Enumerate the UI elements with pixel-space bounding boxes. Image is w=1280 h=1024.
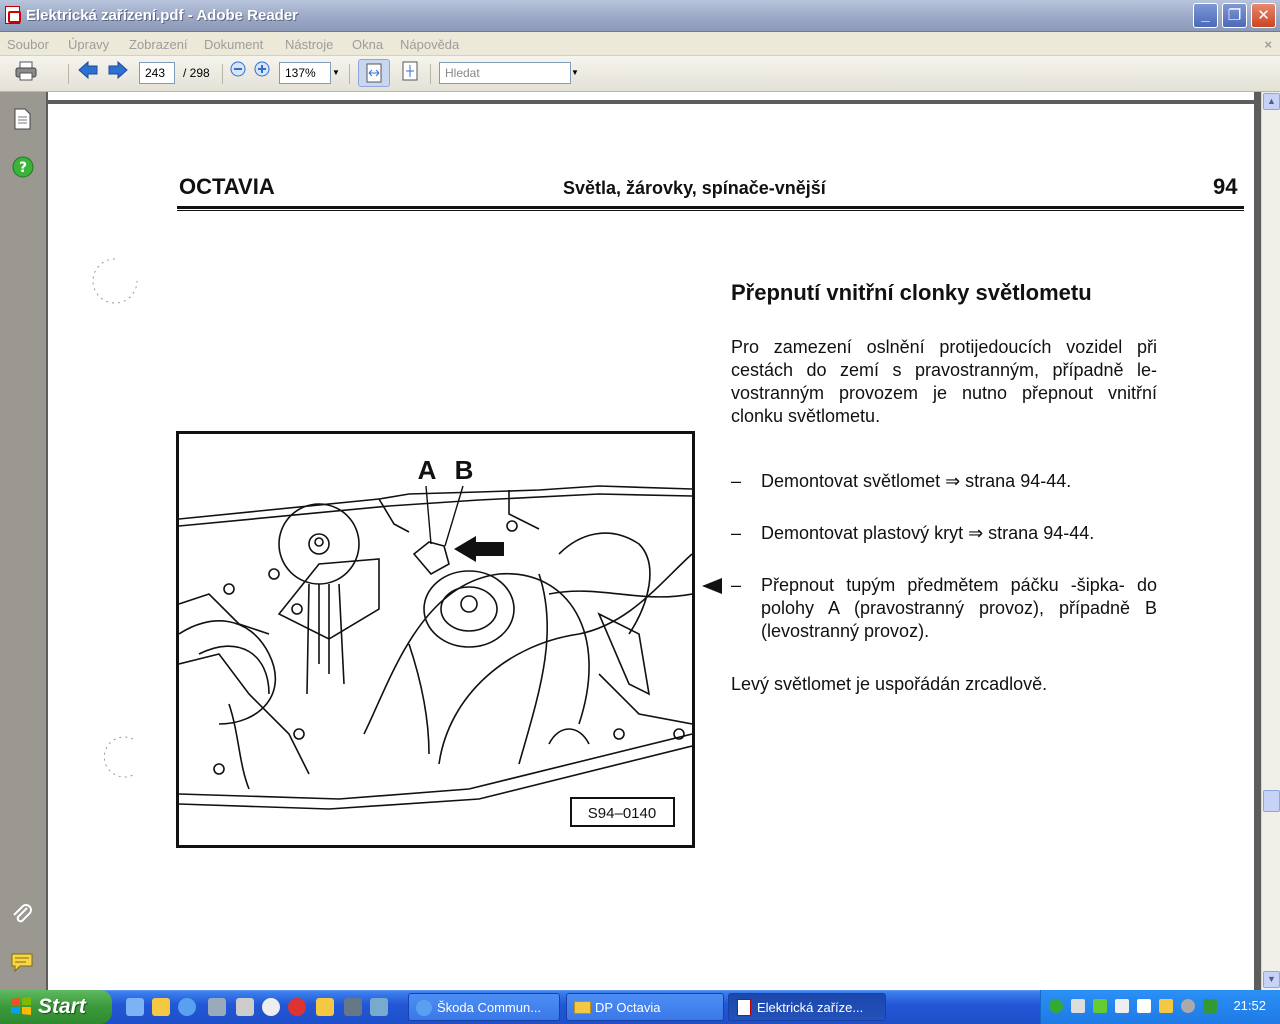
headlight-illustration bbox=[176, 431, 695, 848]
taskbar-item-adobe-reader[interactable]: Elektrická zaříze... bbox=[728, 993, 886, 1021]
quicklaunch-calc-icon[interactable] bbox=[236, 998, 254, 1016]
page-header-number: 94 bbox=[1213, 174, 1238, 199]
svg-text:?: ? bbox=[18, 160, 28, 176]
fit-page-icon[interactable] bbox=[398, 61, 422, 85]
quicklaunch-ie-icon[interactable] bbox=[178, 998, 196, 1016]
menu-soubor[interactable]: Soubor bbox=[7, 37, 49, 52]
tray-messenger-icon[interactable] bbox=[1093, 999, 1107, 1013]
comments-icon[interactable] bbox=[10, 952, 34, 979]
menu-upravy[interactable]: Úpravy bbox=[68, 37, 110, 52]
folder-icon bbox=[574, 1001, 591, 1014]
section-title: Přepnutí vnitřní clonky světlometu bbox=[731, 280, 1092, 305]
maximize-button[interactable]: ❐ bbox=[1222, 3, 1247, 28]
windows-logo-icon bbox=[10, 996, 32, 1016]
menu-okna[interactable]: Okna bbox=[352, 37, 384, 52]
print-icon[interactable] bbox=[14, 61, 38, 85]
minimize-button[interactable]: _ bbox=[1193, 3, 1218, 28]
vertical-scrollbar[interactable] bbox=[1261, 92, 1280, 990]
punch-hole-mark bbox=[90, 256, 140, 306]
mirror-note: Levý světlomet je uspořádán zrcadlově. bbox=[731, 674, 1048, 694]
previous-page-icon[interactable] bbox=[76, 61, 100, 85]
quicklaunch-folder-icon[interactable] bbox=[152, 998, 170, 1016]
step-text: Demontovat plastový kryt ⇒ strana 94-44. bbox=[761, 523, 1095, 543]
fit-width-icon[interactable] bbox=[358, 59, 390, 87]
zoom-out-icon[interactable] bbox=[226, 61, 250, 85]
zoom-dropdown-icon[interactable]: ▼ bbox=[332, 68, 340, 77]
page-header-chapter: Světla, žárovky, spínače-vnější bbox=[563, 178, 826, 198]
pdf-icon bbox=[737, 999, 751, 1016]
search-input[interactable]: Hledat bbox=[439, 62, 571, 84]
title-bar[interactable] bbox=[0, 0, 1280, 32]
scroll-up-button[interactable]: ▲ bbox=[1263, 93, 1280, 110]
toolbar bbox=[0, 56, 1280, 92]
zoom-in-icon[interactable] bbox=[250, 61, 274, 85]
pages-panel-icon[interactable] bbox=[12, 108, 32, 135]
page-number-input[interactable]: 243 bbox=[139, 62, 175, 84]
zoom-level-input[interactable]: 137% bbox=[279, 62, 331, 84]
next-page-icon[interactable] bbox=[106, 61, 130, 85]
search-dropdown-icon[interactable]: ▼ bbox=[571, 68, 579, 77]
quicklaunch-tool-icon[interactable] bbox=[208, 998, 226, 1016]
taskbar-item-skoda-community[interactable]: Škoda Commun... bbox=[408, 993, 560, 1021]
ie-icon bbox=[416, 1000, 432, 1016]
header-rule bbox=[177, 206, 1244, 209]
figure-pointer-arrow bbox=[702, 578, 722, 594]
menu-dokument[interactable]: Dokument bbox=[204, 37, 264, 52]
previous-page-edge bbox=[48, 92, 1254, 100]
menu-nastroje[interactable]: Nástroje bbox=[285, 37, 334, 52]
tray-document-icon[interactable] bbox=[1137, 999, 1151, 1013]
figure-label-b: B bbox=[454, 455, 474, 485]
tray-cursor-icon[interactable] bbox=[1115, 999, 1129, 1013]
help-icon[interactable] bbox=[12, 156, 34, 183]
start-button[interactable]: Start bbox=[0, 990, 112, 1024]
navigation-panel bbox=[0, 92, 46, 990]
tray-network-icon[interactable] bbox=[1049, 999, 1063, 1013]
quicklaunch-explorer-icon[interactable] bbox=[316, 998, 334, 1016]
window-title: Elektrická zařízení.pdf - Adobe Reader bbox=[26, 7, 299, 24]
step-text: Přepnout tupým předmětem páčku -šipka- do polohy A (pravostranný provoz), případně B (levostranný provoz). bbox=[761, 575, 1157, 641]
menu-napoveda[interactable]: Nápověda bbox=[400, 37, 460, 52]
headlight-drawing bbox=[179, 434, 692, 845]
scroll-thumb[interactable] bbox=[1263, 790, 1280, 812]
close-document-icon[interactable]: × bbox=[1264, 37, 1272, 52]
attachments-icon[interactable] bbox=[10, 902, 34, 931]
tray-app-icon[interactable] bbox=[1071, 999, 1085, 1013]
menu-zobrazeni[interactable]: Zobrazení bbox=[129, 37, 188, 52]
figure-label-a: A bbox=[417, 455, 437, 485]
menu-bar bbox=[0, 32, 1280, 56]
figure-code: S94–0140 bbox=[587, 805, 657, 822]
tray-settings-icon[interactable] bbox=[1181, 999, 1195, 1013]
pdf-app-icon bbox=[5, 6, 20, 24]
page-total: / 298 bbox=[183, 66, 210, 80]
punch-hole-mark bbox=[95, 735, 140, 780]
step-text: Demontovat světlomet ⇒ strana 94-44. bbox=[761, 471, 1072, 491]
intro-paragraph: Pro zamezení oslnění protijedoucích vozidel při cestách do zemí s pravostranným, případně levostranným provozem je nutno přepnout vnitřní clonku světlometu. bbox=[731, 337, 1157, 426]
clock: 21:52 bbox=[1233, 998, 1266, 1013]
quicklaunch-app-icon[interactable] bbox=[126, 998, 144, 1016]
quicklaunch-media-icon[interactable] bbox=[262, 998, 280, 1016]
close-window-button[interactable]: ✕ bbox=[1251, 3, 1276, 28]
quicklaunch-opera-icon[interactable] bbox=[288, 998, 306, 1016]
tray-folder-icon[interactable] bbox=[1159, 999, 1173, 1013]
page-header-model: OCTAVIA bbox=[179, 174, 275, 199]
scroll-down-button[interactable]: ▼ bbox=[1263, 971, 1280, 988]
quicklaunch-network-icon[interactable] bbox=[370, 998, 388, 1016]
tray-battery-icon[interactable] bbox=[1203, 999, 1217, 1013]
quicklaunch-desktop-icon[interactable] bbox=[344, 998, 362, 1016]
taskbar-item-dp-octavia[interactable]: DP Octavia bbox=[566, 993, 724, 1021]
